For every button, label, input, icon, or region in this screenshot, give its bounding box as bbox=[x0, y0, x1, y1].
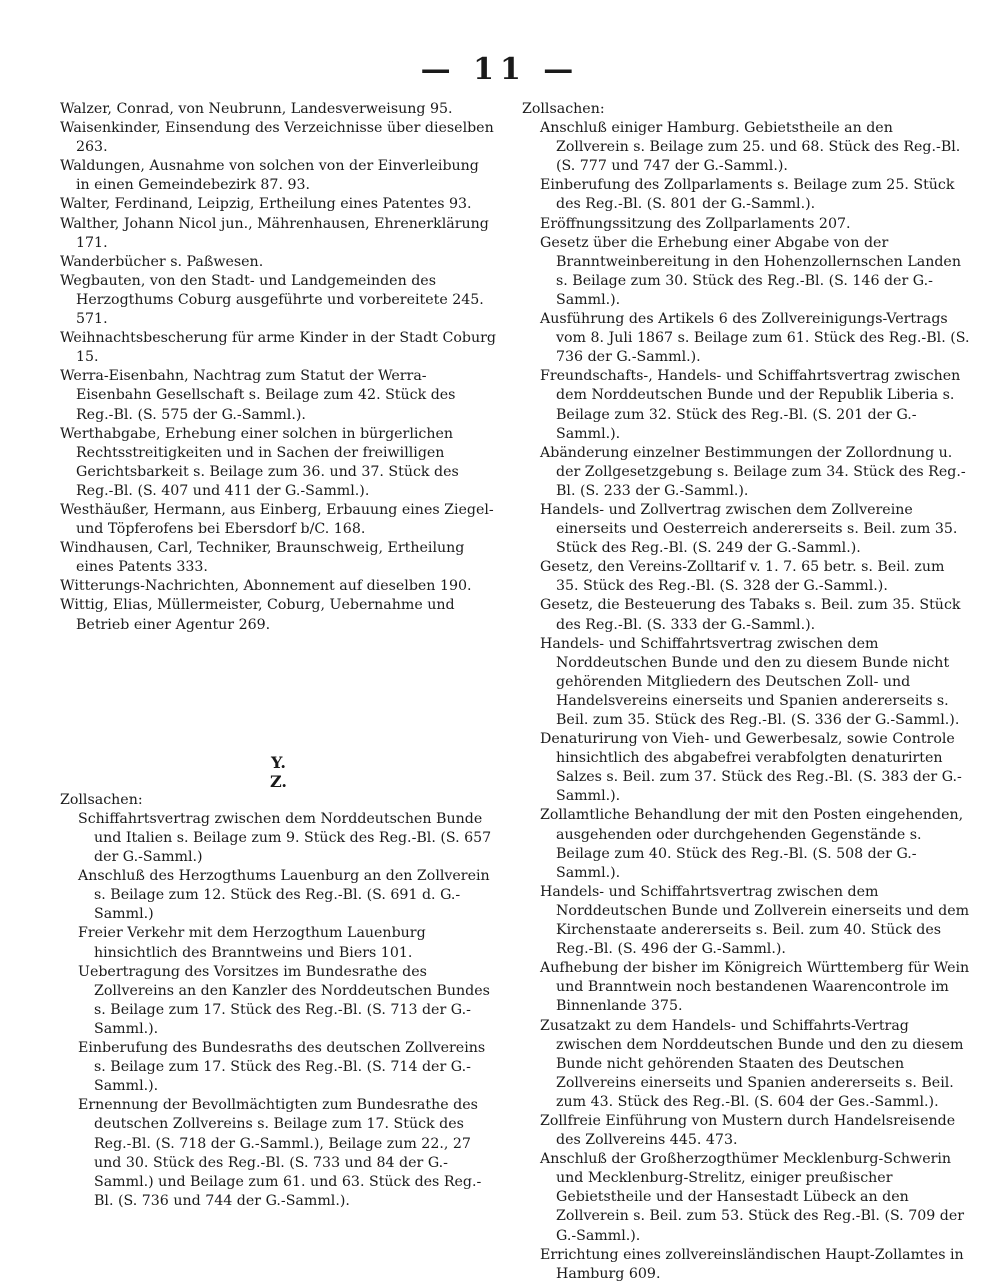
index-subentry: Zollamtliche Behandlung der mit den Posten eingehenden, ausgehenden oder durchgehenden Gegenstände s. Beilage zum 40. Stück des Reg.-Bl. (S. 508 der G.-Samml.). bbox=[540, 807, 964, 881]
page-number: — 11 — bbox=[420, 52, 580, 87]
index-entry: Wittig, Elias, Müllermeister, Coburg, Uebernahme und Betrieb einer Agentur 269. bbox=[60, 597, 455, 633]
index-subentry: Abänderung einzelner Bestimmungen der Zollordnung u. der Zollgesetzgebung s. Beilage zum 34. Stück des Reg.-Bl. (S. 233 der G.-Samml.). bbox=[540, 444, 966, 499]
index-entry: Westhäußer, Hermann, aus Einberg, Erbauung eines Ziegel- und Töpferofens bei Ebersdorf b/C. 168. bbox=[60, 501, 494, 538]
section-letter-z: Z. bbox=[270, 771, 287, 791]
index-subentry: Handels- und Schiffahrtsvertrag zwischen dem Norddeutschen Bunde und den zu diesem Bunde nicht gehörenden Mitgliedern des Deutschen Zoll- und Handelsvereins einerseits und Spanien andererseits s. Beil. zum 35. Stück des Reg.-Bl. (S. 336 der G.-Samml.). bbox=[540, 635, 960, 728]
index-subentry: Gesetz über die Erhebung einer Abgabe von der Branntweinbereitung in den Hohenzollernschen Landen s. Beilage zum 30. Stück des Reg.-Bl. (S. 146 der G.-Samml.). bbox=[540, 234, 961, 308]
index-entry: Waldungen, Ausnahme von solchen von der Einverleibung in einen Gemeindebezirk 87. 93. bbox=[60, 158, 479, 194]
index-entry: Wegbauten, von den Stadt- und Landgemeinden des Herzogthums Coburg ausgeführte und vorbereitete 245. 571. bbox=[60, 272, 484, 328]
index-subentry: Uebertragung des Vorsitzes im Bundesrathe des Zollvereins an den Kanzler des Norddeutschen Bundes s. Beilage zum 17. Stück des Reg.-Bl. (S. 713 der G.-Samml.). bbox=[78, 963, 490, 1037]
index-subentry: Anschluß einiger Hamburg. Gebietstheile an den Zollverein s. Beilage zum 25. und 68. Stück des Reg.-Bl. (S. 777 und 747 der G.-Samml.). bbox=[540, 120, 961, 175]
index-entry: Windhausen, Carl, Techniker, Braunschweig, Ertheilung eines Patents 333. bbox=[60, 540, 465, 576]
index-subentry: Einberufung des Bundesraths des deutschen Zollvereins s. Beilage zum 17. Stück des Reg.-Bl. (S. 714 der G.-Samml.). bbox=[78, 1040, 486, 1095]
index-subentry: Denaturirung von Vieh- und Gewerbesalz, sowie Controle hinsichtlich des abgabefrei verabfolgten denaturirten Salzes s. Beil. zum 37. Stück des Reg.-Bl. (S. 383 der G.-Samml.). bbox=[540, 731, 962, 805]
index-entry: Walzer, Conrad, von Neubrunn, Landesverweisung 95. bbox=[60, 101, 453, 117]
index-subentry: Anschluß des Herzogthums Lauenburg an den Zollverein s. Beilage zum 12. Stück des Reg.-Bl. (S. 691 d. G.-Samml.) bbox=[78, 868, 490, 923]
section-letter-y: Y. bbox=[271, 752, 286, 772]
index-entry: Weihnachtsbescherung für arme Kinder in der Stadt Coburg 15. bbox=[60, 330, 496, 366]
right-column bbox=[522, 100, 970, 1284]
index-subentry: Handels- und Schiffahrtsvertrag zwischen dem Norddeutschen Bunde und Zollverein einerseits und dem Kirchenstaate andererseits s. Beil. zum 40. Stück des Reg.-Bl. (S. 496 der G.-Samml.). bbox=[540, 883, 970, 958]
index-subentry: Einberufung des Zollparlaments s. Beilage zum 25. Stück des Reg.-Bl. (S. 801 der G.-Samml.). bbox=[540, 177, 955, 213]
index-entry: Walter, Ferdinand, Leipzig, Ertheilung eines Patentes 93. bbox=[60, 196, 472, 213]
index-subentry: Zollfreie Einführung von Mustern durch Handelsreisende des Zollvereins 445. 473. bbox=[540, 1112, 956, 1149]
index-subentry: Ausführung des Artikels 6 des Zollvereinigungs-Vertrags vom 8. Juli 1867 s. Beilage zum 61. Stück des Reg.-Bl. (S. 736 der G.-Samml.). bbox=[540, 311, 970, 366]
index-subentry: Freier Verkehr mit dem Herzogthum Lauenburg hinsichtlich des Branntweins und Biers 101. bbox=[78, 925, 426, 961]
section-heading: Zollsachen: bbox=[60, 791, 143, 808]
index-subentry: Zusatzakt zu dem Handels- und Schiffahrts-Vertrag zwischen dem Norddeutschen Bunde und den zu diesem Bunde nicht gehörenden Staaten des Deutschen Zollvereins einerseits und Spanien andererseits s. Beil. zum 43. Stück des Reg.-Bl. (S. 604 der Ges.-Samml.). bbox=[540, 1017, 964, 1110]
index-entry: Waisenkinder, Einsendung des Verzeichnisse über dieselben 263. bbox=[60, 120, 494, 156]
index-subentry: Ernennung der Bevollmächtigten zum Bundesrathe des deutschen Zollvereins s. Beilage zum 17. Stück des Reg.-Bl. (S. 718 der G.-Samml.), Beilage zum 22., 27 und 30. Stück des Reg.-Bl. (S. 733 und 84 der G.-Samml.) und Beilage zum 61. und 63. Stück des Reg.-Bl. (S. 736 und 744 der G.-Samml.). bbox=[78, 1097, 482, 1209]
index-entry: Werra-Eisenbahn, Nachtrag zum Statut der Werra-Eisenbahn Gesellschaft s. Beilage zum 42. Stück des Reg.-Bl. (S. 575 der G.-Samml.). bbox=[60, 368, 456, 423]
index-entry: Witterungs-Nachrichten, Abonnement auf dieselben 190. bbox=[60, 578, 472, 595]
index-subentry: Gesetz, den Vereins-Zolltarif v. 1. 7. 65 betr. s. Beil. zum 35. Stück des Reg.-Bl. (S. 328 der G.-Samml.). bbox=[540, 559, 945, 595]
index-subentry: Schiffahrtsvertrag zwischen dem Norddeutschen Bunde und Italien s. Beilage zum 9. Stück des Reg.-Bl. (S. 657 der G.-Samml.) bbox=[78, 810, 492, 866]
index-subentry: Gesetz, die Besteuerung des Tabaks s. Beil. zum 35. Stück des Reg.-Bl. (S. 333 der G.-Samml.). bbox=[540, 597, 961, 633]
index-subentry: Handels- und Zollvertrag zwischen dem Zollvereine einerseits und Oesterreich andererseits s. Beil. zum 35. Stück des Reg.-Bl. (S. 249 der G.-Samml.). bbox=[540, 501, 958, 557]
index-subentry: Aufhebung der bisher im Königreich Württemberg für Wein und Branntwein noch bestandenen Waarencontrole im Binnenlande 375. bbox=[540, 960, 970, 1015]
index-subentry: Eröffnungssitzung des Zollparlaments 207. bbox=[540, 215, 851, 232]
left-column bbox=[60, 100, 497, 1211]
index-subentry: Freundschafts-, Handels- und Schiffahrtsvertrag zwischen dem Norddeutschen Bunde und der Republik Liberia s. Beilage zum 32. Stück des Reg.-Bl. (S. 201 der G.-Samml.). bbox=[540, 368, 961, 442]
index-entry: Wanderbücher s. Paßwesen. bbox=[60, 253, 264, 270]
section-heading: Zollsachen: bbox=[522, 101, 605, 117]
index-entry: Werthabgabe, Erhebung einer solchen in bürgerlichen Rechtsstreitigkeiten und in Sachen der freiwilligen Gerichtsbarkeit s. Beilage zum 36. und 37. Stück des Reg.-Bl. (S. 407 und 411 der G.-Samml.). bbox=[60, 425, 459, 499]
index-subentry: Anschluß der Großherzogthümer Mecklenburg-Schwerin und Mecklenburg-Strelitz, einiger preußischer Gebietstheile und der Hansestadt Lübeck an den Zollverein s. Beil. zum 53. Stück des Reg.-Bl. (S. 709 der G.-Samml.). bbox=[540, 1151, 965, 1244]
index-subentry: Errichtung eines zollvereinsländischen Haupt-Zollamtes in Hamburg 609. bbox=[540, 1246, 964, 1282]
index-entry: Walther, Johann Nicol jun., Mährenhausen, Ehrenerklärung 171. bbox=[60, 215, 489, 251]
